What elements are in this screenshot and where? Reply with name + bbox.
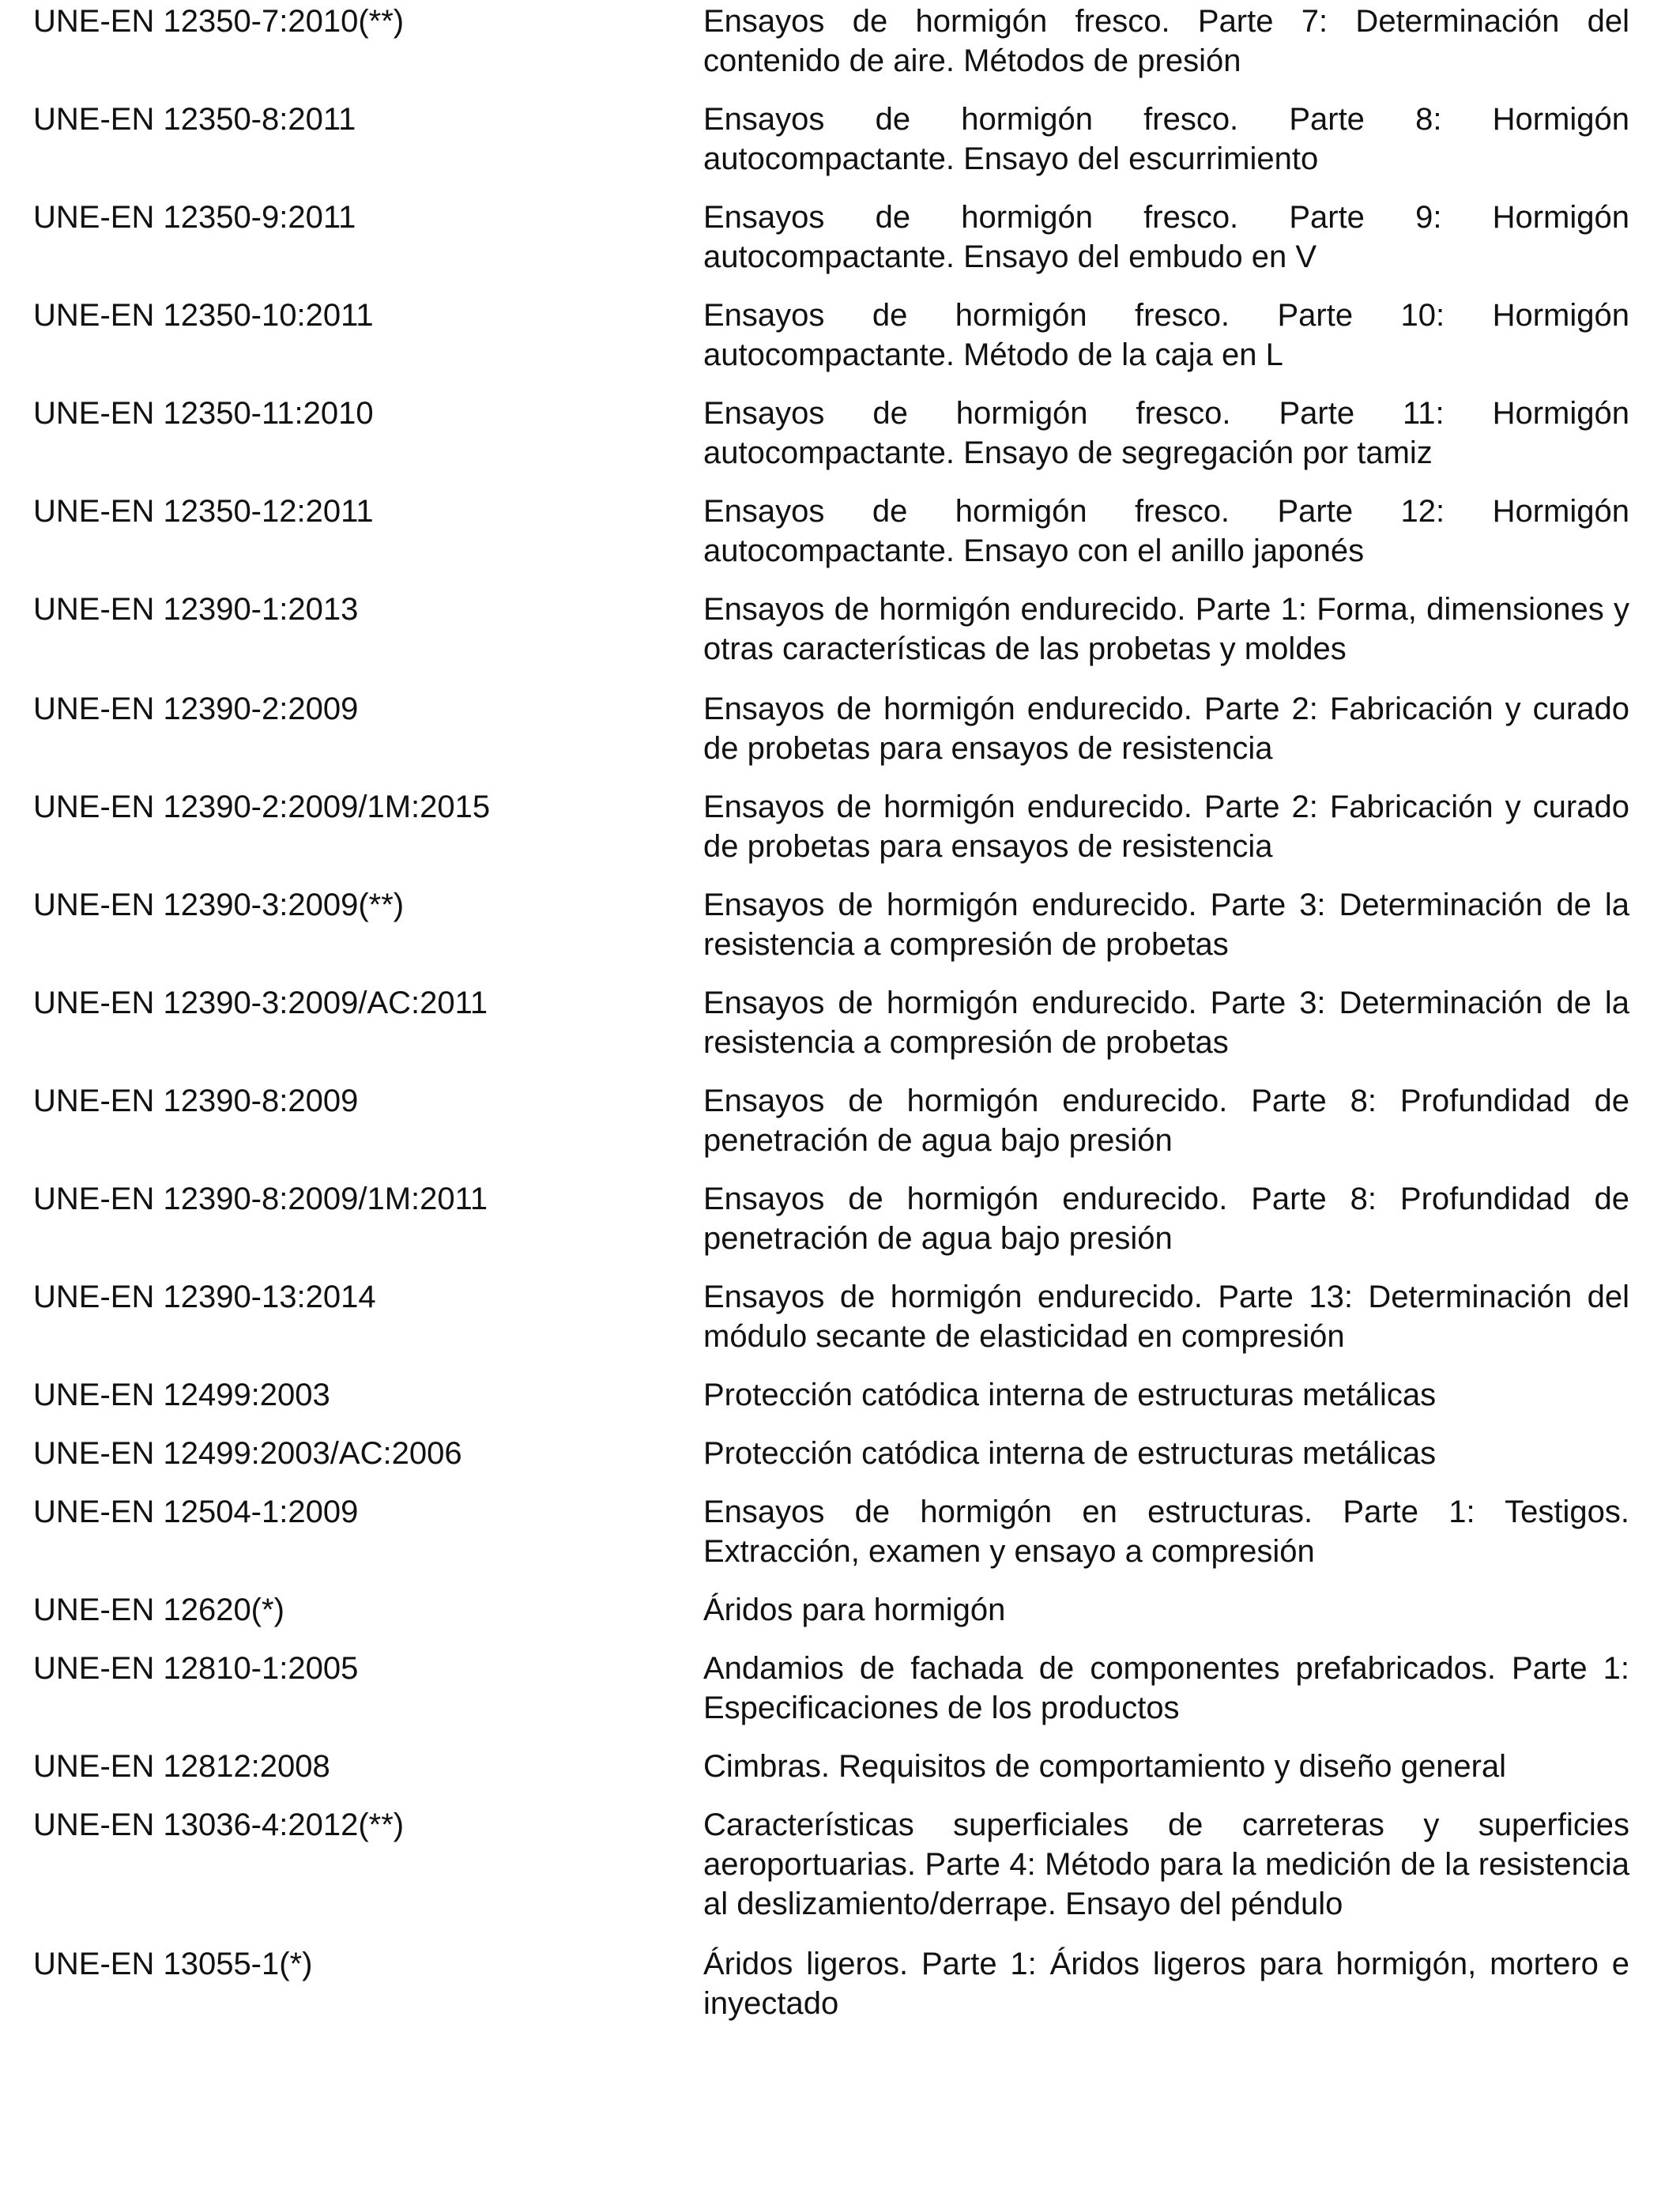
standard-code: UNE-EN 12499:2003: [33, 1378, 330, 1412]
table-row: [33, 1492, 1629, 1571]
standard-code: UNE-EN 12390-1:2013: [33, 592, 359, 627]
table-row: [33, 100, 1629, 179]
table-row: [33, 885, 1629, 964]
standard-code: UNE-EN 12390-2:2009/1M:2015: [33, 790, 491, 824]
table-row: [33, 590, 1629, 669]
standard-description: Ensayos de hormigón endurecido. Parte 2: Fabricación y curado de probetas para ensayos de resistencia: [703, 790, 1629, 864]
standard-description: Ensayos de hormigón fresco. Parte 10: Hormigón autocompactante. Método de la caja en L: [703, 298, 1629, 372]
standard-code: UNE-EN 12350-11:2010: [33, 396, 374, 431]
standard-code: UNE-EN 12390-8:2009/1M:2011: [33, 1182, 488, 1216]
table-row: [33, 1277, 1629, 1356]
standard-description: Ensayos de hormigón en estructuras. Parte 1: Testigos. Extracción, examen y ensayo a compresión: [703, 1495, 1629, 1569]
standard-code: UNE-EN 12810-1:2005: [33, 1651, 359, 1686]
standard-description: Ensayos de hormigón endurecido. Parte 13: Determinación del módulo secante de elasticidad en compresión: [703, 1280, 1629, 1354]
standard-code: UNE-EN 13055-1(*): [33, 1947, 313, 1981]
table-row: [33, 492, 1629, 571]
standard-description: Ensayos de hormigón fresco. Parte 11: Hormigón autocompactante. Ensayo de segregación por tamiz: [703, 396, 1629, 470]
table-row: [33, 1375, 1629, 1415]
table-row: [33, 1747, 1629, 1786]
table-row: [33, 689, 1629, 768]
table-row: [33, 787, 1629, 866]
standard-description: Ensayos de hormigón endurecido. Parte 3: Determinación de la resistencia a compresión de probetas: [703, 888, 1629, 962]
standard-description: Ensayos de hormigón endurecido. Parte 8: Profundidad de penetración de agua bajo presión: [703, 1084, 1629, 1158]
standard-code: UNE-EN 12350-7:2010(**): [33, 4, 405, 39]
standard-description: Ensayos de hormigón fresco. Parte 9: Hormigón autocompactante. Ensayo del embudo en V: [703, 200, 1629, 274]
standards-table: [33, 2, 1629, 2023]
table-row: [33, 1805, 1629, 1924]
standard-description: Características superficiales de carreteras y superficies aeroportuarias. Parte 4: Método para la medición de la resistencia al deslizamiento/derrape. Ensayo del péndulo: [703, 1808, 1629, 1921]
standard-code: UNE-EN 12390-8:2009: [33, 1084, 359, 1118]
standard-code: UNE-EN 12350-10:2011: [33, 298, 374, 333]
table-row: [33, 198, 1629, 277]
standard-description: Ensayos de hormigón endurecido. Parte 3: Determinación de la resistencia a compresión de probetas: [703, 986, 1629, 1060]
standard-code: UNE-EN 12504-1:2009: [33, 1495, 359, 1529]
table-row: [33, 2, 1629, 81]
standard-description: Cimbras. Requisitos de comportamiento y diseño general: [703, 1749, 1507, 1784]
table-row: [33, 1649, 1629, 1728]
standard-code: UNE-EN 13036-4:2012(**): [33, 1808, 405, 1842]
standard-code: UNE-EN 12350-8:2011: [33, 102, 356, 137]
standard-code: UNE-EN 12390-13:2014: [33, 1280, 376, 1314]
standard-description: Áridos para hormigón: [703, 1593, 1006, 1627]
standard-code: UNE-EN 12390-2:2009: [33, 692, 359, 726]
standard-description: Áridos ligeros. Parte 1: Áridos ligeros para hormigón, mortero e inyectado: [703, 1947, 1629, 2021]
table-row: [33, 1944, 1629, 2023]
standard-description: Protección catódica interna de estructuras metálicas: [703, 1436, 1437, 1471]
standard-description: Ensayos de hormigón endurecido. Parte 1: Forma, dimensiones y otras características de las probetas y moldes: [703, 592, 1629, 666]
table-row: [33, 1081, 1629, 1160]
standard-description: Ensayos de hormigón fresco. Parte 7: Determinación del contenido de aire. Métodos de presión: [703, 4, 1629, 78]
standard-description: Ensayos de hormigón fresco. Parte 8: Hormigón autocompactante. Ensayo del escurrimiento: [703, 102, 1629, 176]
table-row: [33, 296, 1629, 375]
table-row: [33, 983, 1629, 1062]
standard-code: UNE-EN 12499:2003/AC:2006: [33, 1436, 462, 1471]
standard-description: Ensayos de hormigón fresco. Parte 12: Hormigón autocompactante. Ensayo con el anillo japonés: [703, 494, 1629, 568]
standard-code: UNE-EN 12390-3:2009/AC:2011: [33, 986, 488, 1020]
standard-code: UNE-EN 12350-12:2011: [33, 494, 374, 529]
standard-code: UNE-EN 12812:2008: [33, 1749, 330, 1784]
table-row: [33, 1590, 1629, 1630]
standard-code: UNE-EN 12390-3:2009(**): [33, 888, 405, 922]
table-row: [33, 1179, 1629, 1258]
table-row: [33, 1434, 1629, 1473]
standard-description: Andamios de fachada de componentes prefabricados. Parte 1: Especificaciones de los productos: [703, 1651, 1629, 1725]
standard-description: Ensayos de hormigón endurecido. Parte 8: Profundidad de penetración de agua bajo presión: [703, 1182, 1629, 1256]
standard-code: UNE-EN 12350-9:2011: [33, 200, 356, 235]
standard-code: UNE-EN 12620(*): [33, 1593, 284, 1627]
table-row: [33, 394, 1629, 473]
standard-description: Protección catódica interna de estructuras metálicas: [703, 1378, 1437, 1412]
standard-description: Ensayos de hormigón endurecido. Parte 2: Fabricación y curado de probetas para ensayos de resistencia: [703, 692, 1629, 766]
